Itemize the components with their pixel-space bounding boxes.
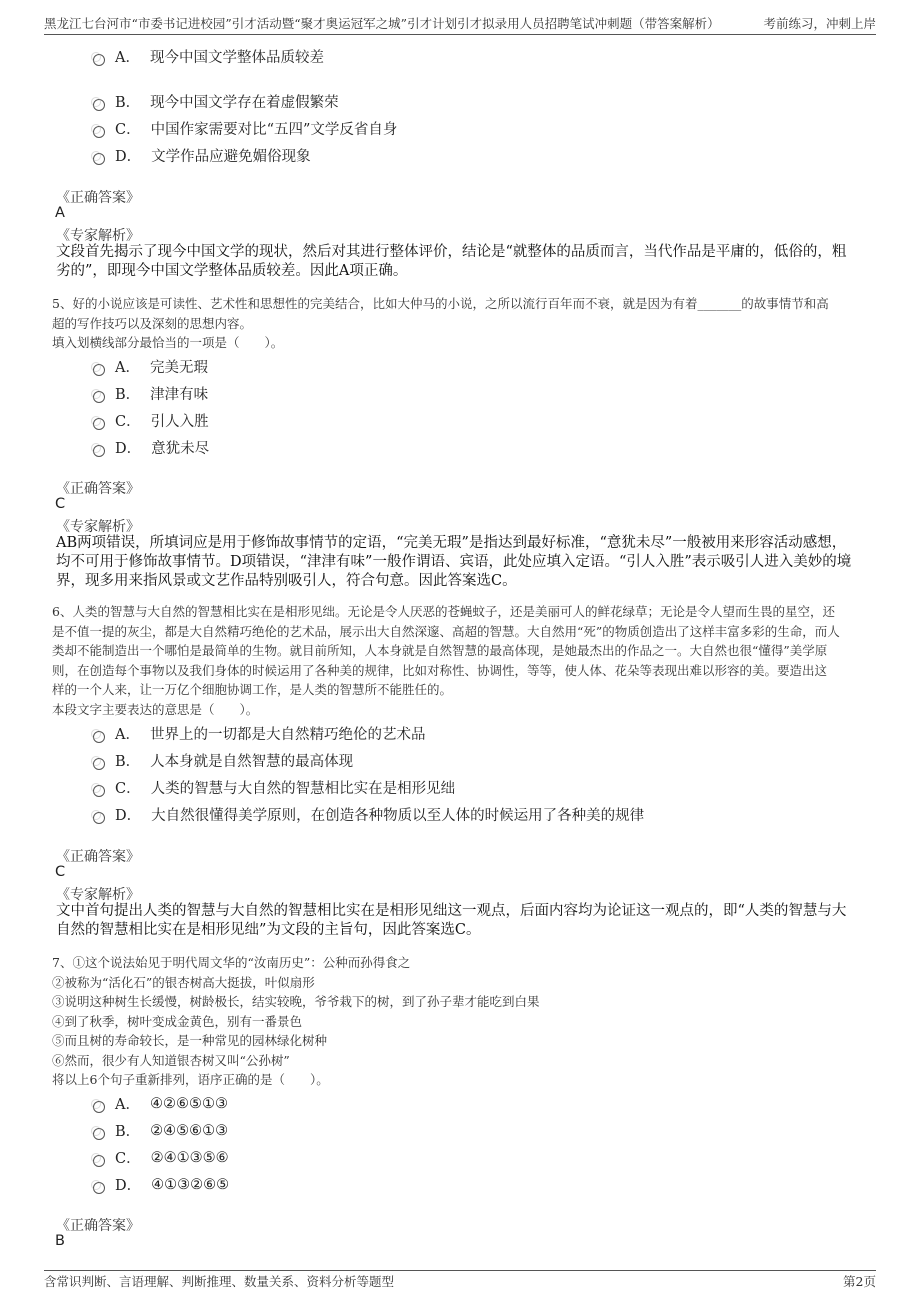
radio-icon[interactable] [93, 1182, 105, 1194]
option-text: 引人入胜 [150, 414, 209, 430]
q4-option-a[interactable] [93, 46, 324, 67]
option-letter: C． [115, 414, 141, 430]
page-footer [44, 1272, 876, 1290]
q7-answer-value: B [55, 1233, 65, 1249]
q5-option-b[interactable] [93, 383, 208, 404]
sentence-line: ③说明这种树生长缓慢，树龄极长，结实较晚，爷爷栽下的树，到了孙子辈才能吃到白果 [52, 994, 540, 1009]
analysis-line: 均不可用于修饰故事情节。D项错误，“津津有味”一般作谓语、宾语，此处应填入定语。“引人入胜”表示吸引人进入美妙的境 [56, 554, 852, 570]
stem-line: 超的写作技巧以及深刻的思想内容。 [52, 315, 253, 331]
sentence-line: ⑤而且树的寿命较长，是一种常见的园林绿化树种 [52, 1033, 328, 1048]
option-text: 文学作品应避免媚俗现象 [151, 149, 311, 165]
option-letter: C． [115, 781, 141, 797]
page-header [44, 14, 876, 32]
option-text: 完美无瑕 [149, 360, 208, 376]
sentence-line: ②被称为“活化石”的银杏树高大挺拔，叶似扇形 [52, 974, 315, 990]
q6-stem [52, 602, 870, 719]
option-letter: D． [115, 808, 142, 824]
q4-answer-value: A [55, 205, 65, 221]
stem-line: 6、人类的智慧与大自然的智慧相比实在是相形见绌。无论是令人厌恶的苍蝇蚊子，还是美丽可人的鲜花绿草；无论是令人望而生畏的星空，还 [52, 604, 835, 619]
option-letter: D． [115, 149, 142, 165]
q4-analysis-heading: 《专家解析》 [56, 228, 140, 244]
option-text: ④②⑥⑤①③ [149, 1095, 228, 1112]
radio-icon[interactable] [93, 126, 105, 138]
q4-option-b[interactable] [93, 91, 339, 112]
sentence-line: ④到了秋季，树叶变成金黄色，别有一番景色 [52, 1013, 303, 1029]
q6-answer-value: C [55, 864, 66, 880]
footer-note: 含常识判断、言语理解、判断推理、数量关系、资料分析等题型 [44, 1274, 395, 1289]
option-text: 人本身就是自然智慧的最高体现 [150, 754, 354, 770]
radio-icon[interactable] [93, 54, 105, 66]
radio-icon[interactable] [93, 758, 105, 770]
radio-icon[interactable] [93, 99, 105, 111]
q6-analysis [56, 902, 866, 940]
radio-icon[interactable] [93, 812, 105, 824]
q5-answer-value: C [55, 496, 66, 512]
q6-option-c[interactable] [93, 777, 455, 798]
option-letter: C． [115, 122, 141, 138]
stem-line: 类却不能制造出一个哪怕是最简单的生物。就目前所知，人本身就是自然智慧的最高体现，是她最杰出的作品之一。大自然也很“懂得”美学原 [52, 643, 828, 658]
option-text: 现今中国文学存在着虚假繁荣 [150, 95, 339, 111]
q4-analysis [56, 243, 866, 281]
header-title: 黑龙江七台河市“市委书记进校园”引才活动暨“聚才奥运冠军之城”引才计划引才拟录用人员招聘笔试冲刺题（带答案解析） [44, 16, 720, 31]
radio-icon[interactable] [93, 1155, 105, 1167]
q6-answer-heading: 《正确答案》 [56, 849, 140, 865]
analysis-line: AB两项错误，所填词应是用于修饰故事情节的定语，“完美无瑕”是指达到最好标准，“意犹未尽”一般被用来形容活动感想， [56, 535, 847, 551]
q6-option-a[interactable] [93, 723, 425, 744]
question-prompt: 将以上6个句子重新排列，语序正确的是（ ）。 [52, 1072, 329, 1087]
analysis-line: 劣的”，即现今中国文学整体品质较差。因此A项正确。 [56, 263, 408, 279]
option-letter: B． [115, 1124, 141, 1140]
radio-icon[interactable] [93, 1128, 105, 1140]
q6-option-d[interactable] [93, 804, 644, 825]
option-letter: A． [115, 360, 140, 376]
option-letter: D． [115, 1178, 142, 1194]
option-text: 世界上的一切都是大自然精巧绝伦的艺术品 [149, 727, 426, 743]
q4-option-d[interactable] [93, 145, 311, 166]
q7-stem [52, 953, 540, 1090]
option-text: 现今中国文学整体品质较差 [149, 50, 324, 66]
stem-line: 是不值一提的灰尘，都是大自然精巧绝伦的艺术品，展示出大自然深邃、高超的智慧。大自然用“死”的物质创造出了这样丰富多彩的生命，而人 [52, 623, 840, 639]
stem-line: 5、好的小说应该是可读性、艺术性和思想性的完美结合，比如大仲马的小说，之所以流行百年而不衰，就是因为有着_______的故事情节和高 [52, 296, 829, 311]
q4-option-c[interactable] [93, 118, 397, 139]
option-letter: B． [115, 754, 141, 770]
option-text: ②④①③⑤⑥ [150, 1149, 229, 1166]
option-text: 人类的智慧与大自然的智慧相比实在是相形见绌 [150, 781, 456, 797]
q5-analysis-heading: 《专家解析》 [56, 519, 140, 535]
header-divider [44, 34, 876, 35]
q5-answer-heading: 《正确答案》 [56, 481, 140, 497]
q5-analysis [56, 534, 866, 591]
option-text: 津津有味 [150, 387, 209, 403]
radio-icon[interactable] [93, 785, 105, 797]
option-letter: B． [115, 95, 141, 111]
option-letter: D． [115, 441, 142, 457]
radio-icon[interactable] [93, 418, 105, 430]
q5-option-c[interactable] [93, 410, 209, 431]
q4-answer-heading: 《正确答案》 [56, 190, 140, 206]
option-text: 意犹未尽 [151, 441, 210, 457]
q5-stem [52, 294, 870, 353]
option-text: ④①③②⑥⑤ [151, 1176, 230, 1193]
q7-option-a[interactable] [93, 1093, 228, 1114]
option-letter: A． [115, 50, 140, 66]
q5-option-a[interactable] [93, 356, 208, 377]
radio-icon[interactable] [93, 1101, 105, 1113]
option-letter: C． [115, 1151, 141, 1167]
analysis-line: 文中首句提出人类的智慧与大自然的智慧相比实在是相形见绌这一观点，后面内容均为论证这一观点的，即“人类的智慧与大 [56, 903, 847, 919]
option-letter: B． [115, 387, 141, 403]
option-letter: A． [115, 1097, 140, 1113]
stem-line: 则，在创造每个事物以及我们身体的时候运用了各种美的规律，比如对称性、协调性，等等，使人体、花朵等表现出难以形容的美。要造出这 [52, 662, 828, 678]
sentence-line: 7、①这个说法始见于明代周文华的“汝南历史”：公种而孙得食之 [52, 955, 411, 970]
radio-icon[interactable] [93, 153, 105, 165]
analysis-line: 界，现多用来指风景或文艺作品特别吸引人，符合句意。因此答案选C。 [56, 573, 517, 589]
page-number: 第2页 [843, 1274, 876, 1289]
analysis-line: 文段首先揭示了现今中国文学的现状，然后对其进行整体评价，结论是“就整体的品质而言，当代作品是平庸的，低俗的，粗 [56, 244, 847, 260]
option-text: 大自然很懂得美学原则，在创造各种物质以至人体的时候运用了各种美的规律 [151, 808, 645, 824]
analysis-line: 自然的智慧相比实在是相形见绌”为文段的主旨句，因此答案选C。 [56, 922, 481, 938]
option-text: 中国作家需要对比“五四”文学反省自身 [150, 122, 398, 138]
q5-option-d[interactable] [93, 437, 209, 458]
question-prompt: 本段文字主要表达的意思是（ ）。 [52, 701, 259, 717]
stem-line: 样的一个人来，让一万亿个细胞协调工作，是人类的智慧所不能胜任的。 [52, 682, 453, 697]
sentence-line: ⑥然而，很少有人知道银杏树又叫“公孙树” [52, 1052, 290, 1068]
q7-answer-heading: 《正确答案》 [56, 1218, 140, 1234]
radio-icon[interactable] [93, 391, 105, 403]
q6-analysis-heading: 《专家解析》 [56, 887, 140, 903]
q7-option-c[interactable] [93, 1147, 229, 1168]
option-letter: A． [115, 727, 140, 743]
header-slogan: 考前练习，冲刺上岸 [763, 16, 876, 31]
radio-icon[interactable] [93, 445, 105, 457]
option-text: ②④⑤⑥①③ [150, 1122, 229, 1139]
footer-divider [44, 1270, 876, 1271]
q7-option-b[interactable] [93, 1120, 228, 1141]
radio-icon[interactable] [93, 364, 105, 376]
q6-option-b[interactable] [93, 750, 353, 771]
radio-icon[interactable] [93, 731, 105, 743]
question-prompt: 填入划横线部分最恰当的一项是（ ）。 [52, 335, 284, 350]
q7-option-d[interactable] [93, 1174, 229, 1195]
